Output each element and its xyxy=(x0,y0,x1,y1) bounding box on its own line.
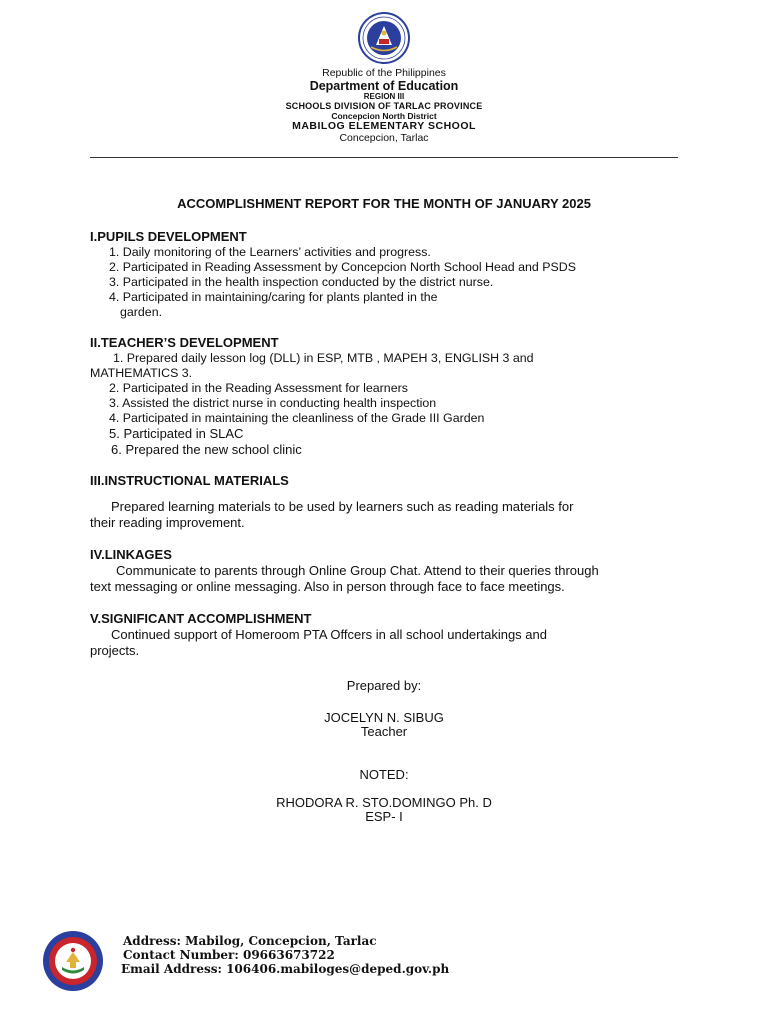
paragraph-line: text messaging or online messaging. Also in person through face to face meetings. xyxy=(90,579,565,594)
list-item: 4. Participated in maintaining the cleanliness of the Grade III Garden xyxy=(109,411,485,425)
section-heading: V.SIGNIFICANT ACCOMPLISHMENT xyxy=(90,611,312,626)
letterhead xyxy=(0,12,768,144)
list-item: 4. Participated in maintaining/caring for plants planted in the xyxy=(109,290,438,304)
town-line: Concepcion, Tarlac xyxy=(339,131,429,144)
list-item: 1. Prepared daily lesson log (DLL) in ESP, MTB , MAPEH 3, ENGLISH 3 and xyxy=(113,351,534,365)
paragraph-line: projects. xyxy=(90,643,140,658)
noter-name: RHODORA R. STO.DOMINGO Ph. D xyxy=(276,795,492,810)
section-pupils xyxy=(90,228,690,320)
school-seal-logo xyxy=(42,930,104,992)
list-item-continuation: garden. xyxy=(120,305,163,319)
section-linkages xyxy=(90,546,690,595)
list-item-continuation: MATHEMATICS 3. xyxy=(90,366,193,380)
list-item: 5. Participated in SLAC xyxy=(109,426,244,441)
noted-label: NOTED: xyxy=(359,767,409,782)
paragraph-line: Continued support of Homeroom PTA Offcers in all school undertakings and xyxy=(111,627,547,642)
list-item: 6. Prepared the new school clinic xyxy=(111,442,302,457)
list-item: 2. Participated in the Reading Assessment for learners xyxy=(109,381,408,395)
preparer-title: Teacher xyxy=(360,724,408,739)
list-item: 2. Participated in Reading Assessment by Concepcion North School Head and PSDS xyxy=(109,260,576,274)
header-divider xyxy=(90,157,678,158)
section-heading: IV.LINKAGES xyxy=(90,547,172,562)
footer-email: Email Address: 106406.mabiloges@deped.gov.ph xyxy=(121,962,450,976)
list-item: 3. Participated in the health inspection conducted by the district nurse. xyxy=(109,275,494,289)
section-significant xyxy=(90,610,690,659)
footer-contact-block xyxy=(123,934,449,976)
district-line: Concepcion North District xyxy=(331,110,437,121)
report-title: ACCOMPLISHMENT REPORT FOR THE MONTH OF JANUARY 2025 xyxy=(177,196,591,211)
prepared-by-label: Prepared by: xyxy=(346,678,422,693)
footer-contact-number: Contact Number: 09663673722 xyxy=(123,948,335,962)
section-heading: I.PUPILS DEVELOPMENT xyxy=(90,229,247,244)
report-body xyxy=(90,228,690,659)
paragraph-line: Communicate to parents through Online Group Chat. Attend to their queries through xyxy=(116,563,599,578)
republic-line: Republic of the Philippines xyxy=(322,67,446,79)
footer xyxy=(42,930,722,992)
section-heading: II.TEACHER’S DEVELOPMENT xyxy=(90,335,279,350)
footer-address: Address: Mabilog, Concepcion, Tarlac xyxy=(123,934,377,948)
section-materials xyxy=(90,472,690,531)
section-heading: III.INSTRUCTIONAL MATERIALS xyxy=(90,473,289,488)
list-item: 1. Daily monitoring of the Learners’ activities and progress. xyxy=(109,245,431,259)
school-name: MABILOG ELEMENTARY SCHOOL xyxy=(292,120,476,133)
region-line: REGION III xyxy=(363,92,405,102)
section-teachers xyxy=(90,334,690,458)
paragraph-line: their reading improvement. xyxy=(90,515,245,530)
preparer-name: JOCELYN N. SIBUG xyxy=(324,710,444,725)
deped-seal-logo xyxy=(345,12,423,64)
list-item: 3. Assisted the district nurse in conducting health inspection xyxy=(109,396,437,410)
noter-title: ESP- I xyxy=(365,809,403,824)
paragraph-line: Prepared learning materials to be used by learners such as reading materials for xyxy=(111,499,574,514)
department-line: Department of Education xyxy=(309,78,459,93)
division-line: SCHOOLS DIVISION OF TARLAC PROVINCE xyxy=(285,101,483,112)
